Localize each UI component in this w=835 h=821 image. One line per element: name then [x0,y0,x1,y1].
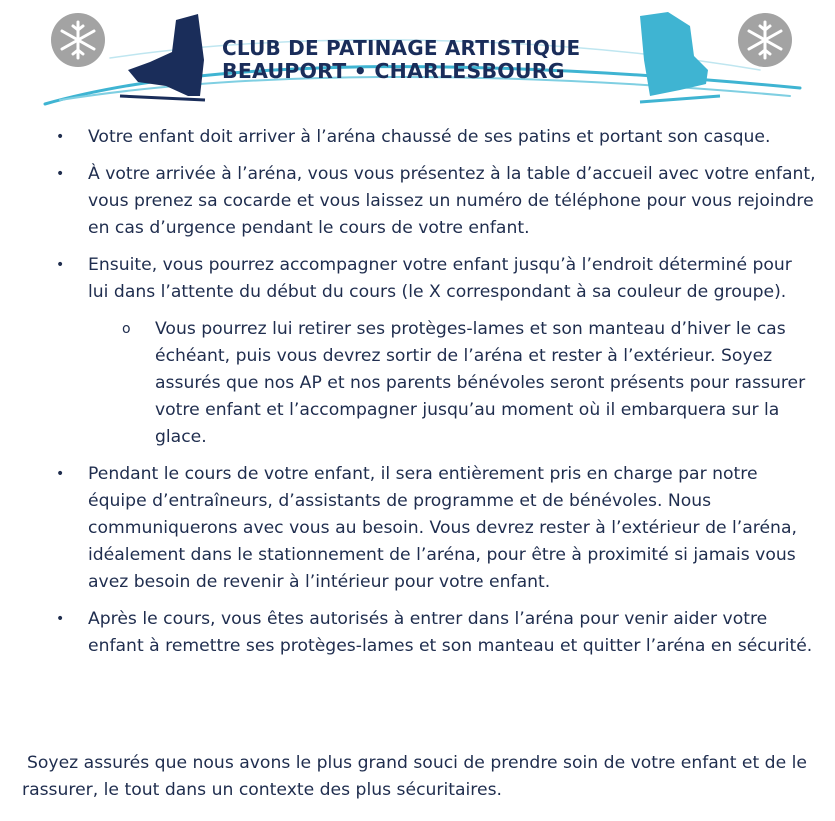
list-item-text: Après le cours, vous êtes autorisés à entrer dans l’aréna pour venir aider votre enfant à remettre ses protèges-lames et son manteau et quitter l’aréna en sécurité. [88,609,813,656]
list-item-text: Vous pourrez lui retirer ses protèges-lames et son manteau d’hiver le cas échéant, puis vous devrez sortir de l’aréna et rester à l’extérieur. Soyez assurés que nos AP et nos parents bénévoles seront présents pour rassurer votre enfant et l’accompagner jusqu’au moment où il embarquera sur la glace. [155,319,806,447]
bullet-marker: • [56,466,65,482]
list-item-text: Votre enfant doit arriver à l’aréna chaussé de ses patins et portant son casque. [88,127,771,147]
bullet-marker: • [56,257,65,273]
bullet-marker: • [56,166,65,182]
list-item [0,606,835,660]
snowflake-icon [51,13,105,67]
list-item [0,461,835,596]
club-name-line1: CLUB DE PATINAGE ARTISTIQUE [222,36,581,60]
list-item-text: À votre arrivée à l’aréna, vous vous présentez à la table d’accueil avec votre enfant, vous prenez sa cocarde et vous laissez un numéro de téléphone pour vous rejoindre en cas d’urgence pendant le cours de votre enfant. [88,164,816,238]
bullet-marker: • [56,129,65,145]
list-item [0,161,835,242]
list-item [0,124,835,151]
club-name-line2: BEAUPORT • CHARLESBOURG [222,59,565,83]
sub-bullet-marker: o [122,321,131,337]
list-item-text: Pendant le cours de votre enfant, il sera entièrement pris en charge par notre équipe d’entraîneurs, d’assistants de programme et de bénévoles. Nous communiquerons avec vous au besoin. Vous devrez rester à l’extérieur de l’aréna, idéalement dans le stationnement de l’aréna, pour être à proximité si jamais vous avez besoin de revenir à l’intérieur pour votre enfant. [88,464,797,592]
bullet-marker: • [56,611,65,627]
list-item-text: Ensuite, vous pourrez accompagner votre enfant jusqu’à l’endroit déterminé pour lui dans l’attente du début du cours (le X correspondant à sa couleur de groupe). [88,255,792,302]
sub-list-item [0,316,835,451]
club-header [0,0,835,115]
snowflake-icon [738,13,792,67]
instructions-list [0,124,835,670]
closing-paragraph: Soyez assurés que nous avons le plus grand souci de prendre soin de votre enfant et de le rassurer, le tout dans un contexte des plus sécuritaires. [22,753,807,800]
list-item [0,252,835,306]
